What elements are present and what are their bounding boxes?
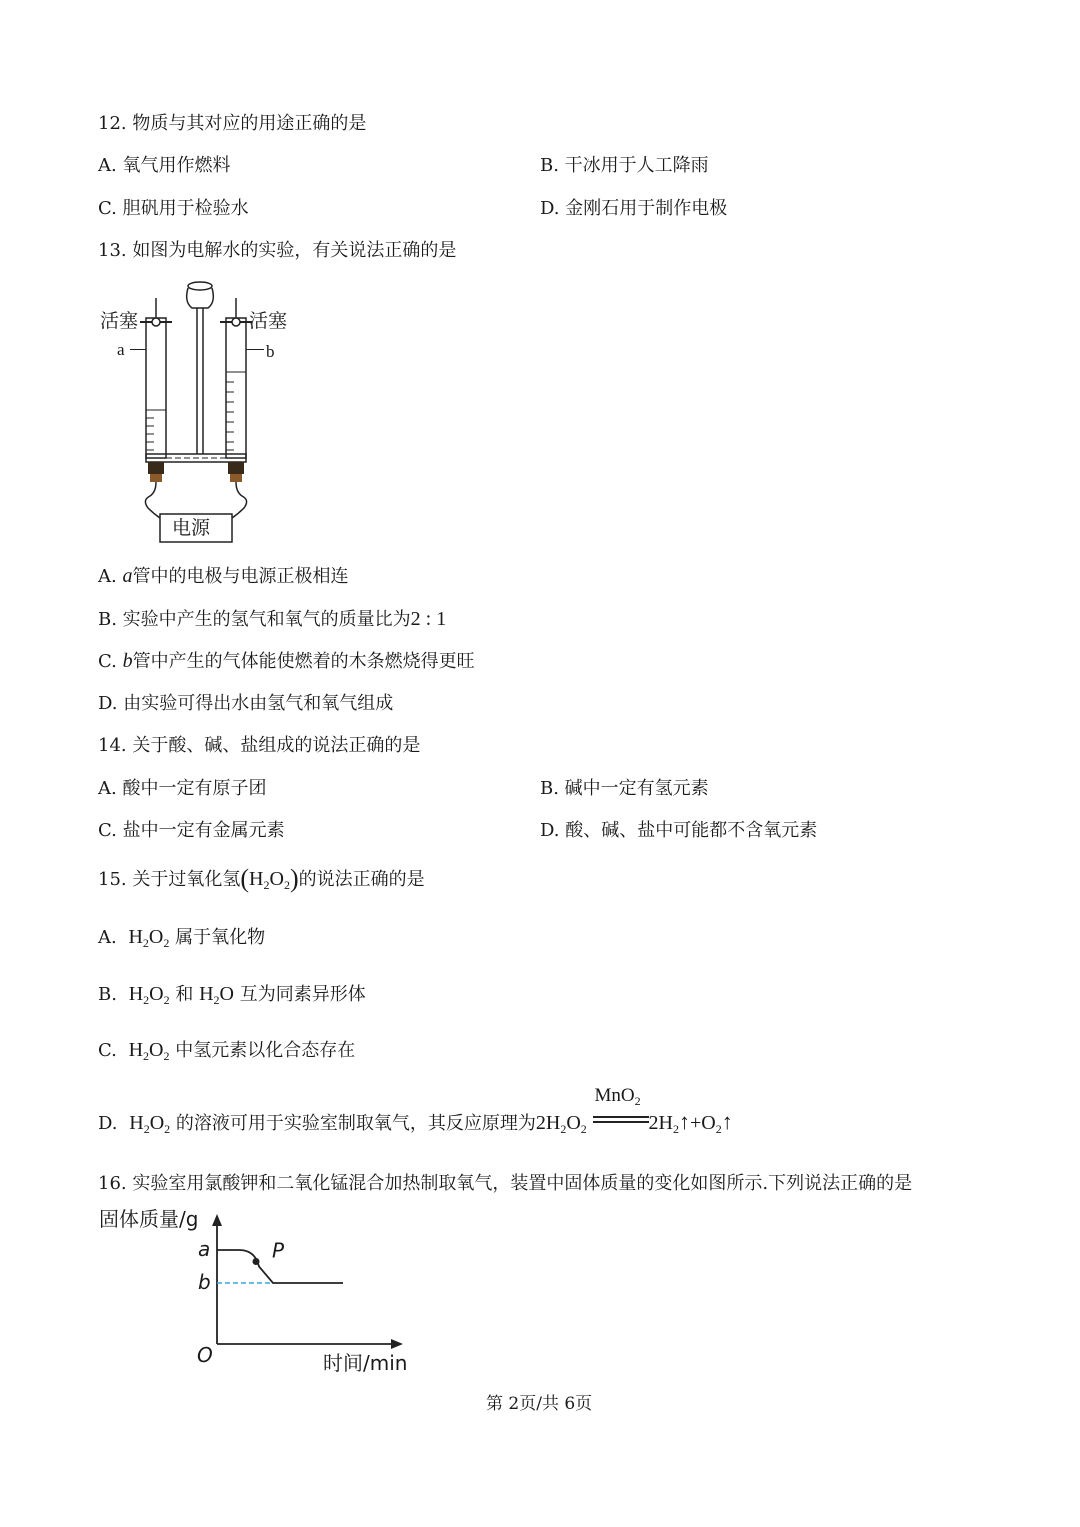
stopcock-left-label: 活塞	[100, 310, 139, 332]
stopcock-right-label: 活塞	[249, 310, 288, 332]
q12-option-b: B. 干冰用于人工降雨	[540, 155, 709, 176]
q12-option-d: D. 金刚石用于制作电极	[540, 198, 728, 219]
q13-option-c: C. b管中产生的气体能使燃着的木条燃烧得更旺	[98, 650, 475, 672]
q13-stem: 13. 如图为电解水的实验，有关说法正确的是	[98, 240, 457, 261]
x-axis-arrow	[391, 1339, 403, 1349]
tube-a-pointer	[130, 349, 146, 350]
x-axis-label: 时间/min	[323, 1351, 408, 1375]
solid-mass-time-chart	[95, 1200, 435, 1380]
q12-stem: 12. 物质与其对应的用途正确的是	[98, 113, 367, 134]
q14-option-c: C. 盐中一定有金属元素	[98, 820, 285, 841]
q13-option-b: B. 实验中产生的氢气和氧气的质量比为2 : 1	[98, 608, 447, 630]
q13-option-d: D. 由实验可得出水由氢气和氧气组成	[98, 693, 394, 714]
y-tick-label-a: a	[198, 1237, 211, 1261]
q14-option-d: D. 酸、碱、盐中可能都不含氧元素	[540, 820, 818, 841]
tube-a-leader-line	[0, 0, 1, 1]
point-p-label: P	[272, 1238, 285, 1263]
q15-option-a: A. $H_2O_2$ 属于氧化物	[98, 926, 266, 950]
y-axis-label: 固体质量/g	[99, 1207, 199, 1231]
power-source-label: 电源	[172, 517, 211, 539]
catalyst-label: MnO$_2$	[594, 1085, 641, 1108]
reaction-condition	[593, 1085, 649, 1134]
point-p-marker	[253, 1258, 260, 1265]
q15-option-d: D. $H_2O_2$ 的溶液可用于实验室制取氧气，其反应原理为$2H_2O_2$ MnO$_2$ $2H_2↑+O_2↑$	[98, 1085, 733, 1136]
q12-option-c: C. 胆矾用于检验水	[98, 198, 249, 219]
q15-option-b: B. $H_2O_2$ 和 $H_2O$ 互为同素异形体	[98, 983, 366, 1007]
q12-option-a: A. 氧气用作燃料	[98, 155, 231, 176]
q15-stem: 15. 关于过氧化氢$(H_2O_2)$的说法正确的是	[98, 864, 425, 893]
q15-option-c: C. $H_2O_2$ 中氢元素以化合态存在	[98, 1039, 356, 1063]
q16-stem: 16. 实验室用氯酸钾和二氧化锰混合加热制取氧气，装置中固体质量的变化如图所示.下列说法正确的是	[98, 1173, 913, 1194]
q14-stem: 14. 关于酸、碱、盐组成的说法正确的是	[98, 735, 421, 756]
tube-b-label: b	[266, 342, 275, 361]
y-axis-arrow	[212, 1214, 222, 1226]
q13-option-a: A. a管中的电极与电源正极相连	[98, 565, 349, 587]
origin-label: O	[197, 1343, 213, 1367]
q14-option-b: B. 碱中一定有氢元素	[540, 778, 709, 799]
tube-a-label: a	[117, 340, 125, 359]
q14-option-a: A. 酸中一定有原子团	[98, 778, 267, 799]
y-tick-label-b: b	[198, 1270, 211, 1294]
page-footer: 第 2页/共 6页	[486, 1394, 593, 1414]
tube-b-pointer	[246, 349, 264, 350]
